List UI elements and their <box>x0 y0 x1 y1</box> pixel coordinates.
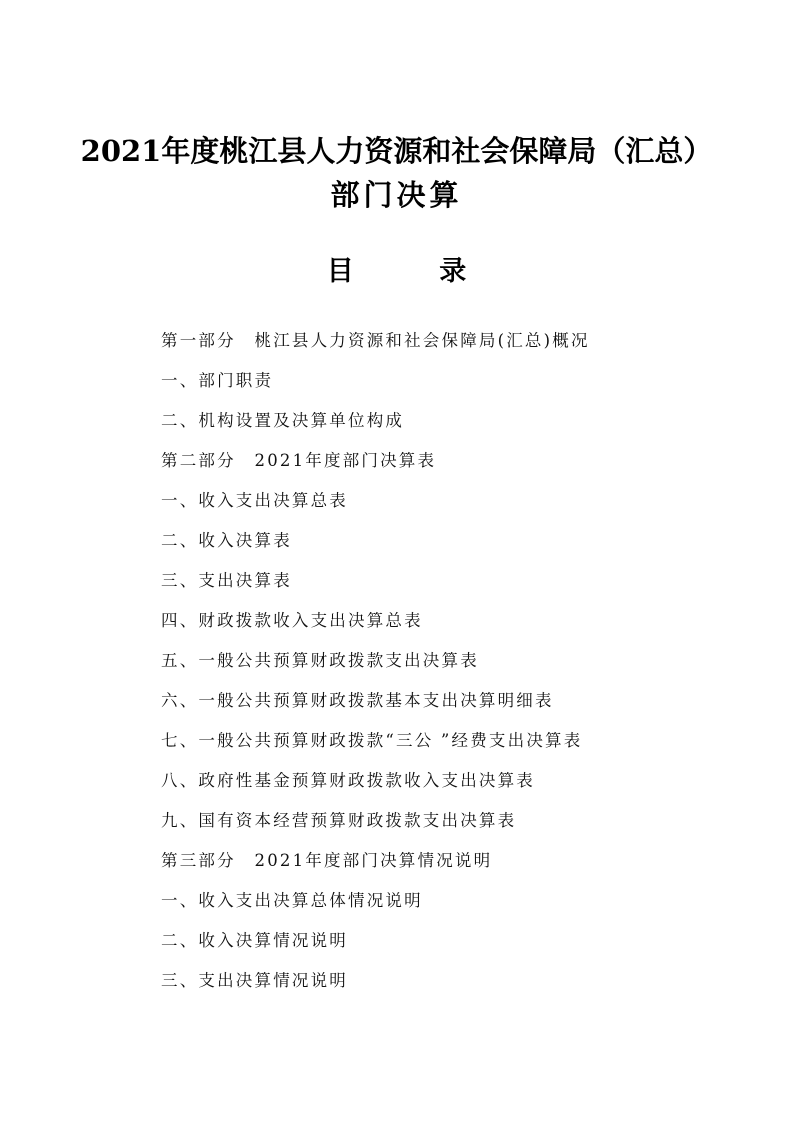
toc-item-part-1: 第一部分 桃江县人力资源和社会保障局(汇总)概况 <box>161 331 590 350</box>
toc-item-income-table: 二、收入决算表 <box>161 531 292 550</box>
toc-item-state-capital: 九、国有资本经营预算财政拨款支出决算表 <box>161 811 517 830</box>
toc-item-income-expenditure-summary: 一、收入支出决算总表 <box>161 491 348 510</box>
toc-item-department-duties: 一、部门职责 <box>161 371 274 390</box>
toc-item-fiscal-appropriation-summary: 四、财政拨款收入支出决算总表 <box>161 611 423 630</box>
table-of-contents <box>161 326 590 1006</box>
toc-item-three-public-expenses: 七、一般公共预算财政拨款“三公 ”经费支出决算表 <box>161 731 583 750</box>
document-title-line-1: 2021年度桃江县人力资源和社会保障局（汇总） <box>80 134 713 168</box>
toc-item-government-fund: 八、政府性基金预算财政拨款收入支出决算表 <box>161 771 535 790</box>
toc-heading: 目 录 <box>326 256 505 287</box>
toc-item-organization-structure: 二、机构设置及决算单位构成 <box>161 411 405 430</box>
toc-item-part-3: 第三部分 2021年度部门决算情况说明 <box>161 851 493 870</box>
toc-item-expenditure-explanation: 三、支出决算情况说明 <box>161 971 348 990</box>
toc-item-expenditure-table: 三、支出决算表 <box>161 571 292 590</box>
document-title-line-2: 部门决算 <box>330 178 463 212</box>
toc-item-part-2: 第二部分 2021年度部门决算表 <box>161 451 437 470</box>
toc-item-overall-explanation: 一、收入支出决算总体情况说明 <box>161 891 423 910</box>
toc-item-general-budget-expenditure: 五、一般公共预算财政拨款支出决算表 <box>161 651 479 670</box>
toc-item-general-budget-basic-detail: 六、一般公共预算财政拨款基本支出决算明细表 <box>161 691 554 710</box>
toc-item-income-explanation: 二、收入决算情况说明 <box>161 931 348 950</box>
